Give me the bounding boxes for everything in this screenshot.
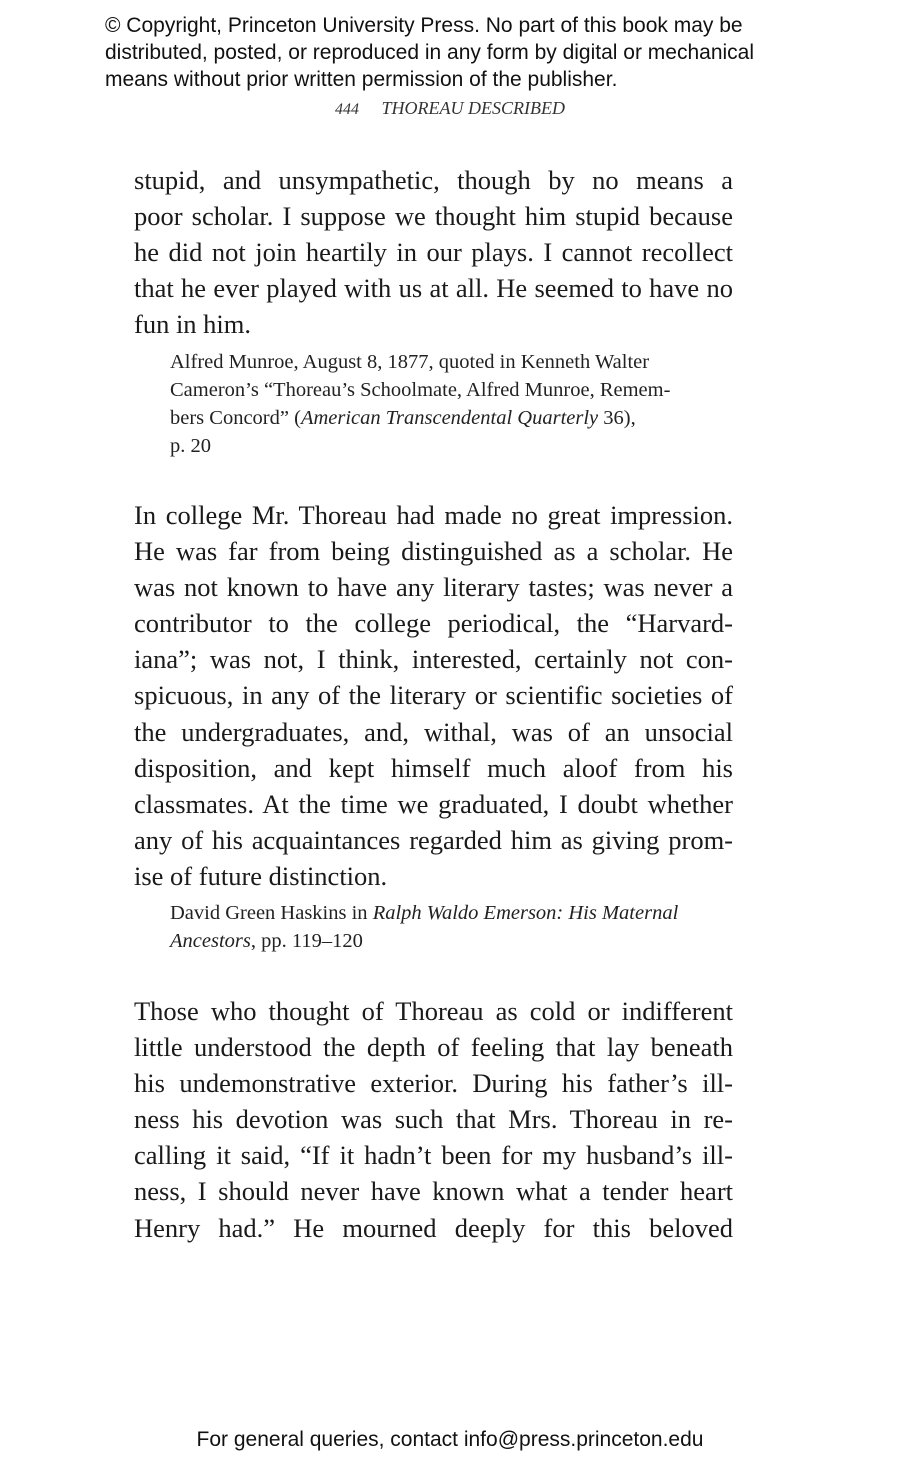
copyright-notice (105, 12, 825, 93)
text-line: Those who thought of Thoreau as cold or indifferent (134, 996, 733, 1026)
text-line: was not known to have any literary tastes; was never a (134, 572, 733, 603)
text-line: poor scholar. I suppose we thought him stupid because (134, 201, 733, 232)
citation-line (170, 899, 730, 927)
citation-title: Ancestors (170, 930, 251, 952)
text-line: He was far from being distinguished as a scholar. He (134, 536, 733, 567)
text-line: stupid, and unsympathetic, though by no means a (134, 165, 733, 195)
text-line: disposition, and kept himself much aloof from his (134, 752, 733, 783)
citation-text: bers Concord” ( (170, 407, 301, 429)
running-head-title: THOREAU DESCRIBED (381, 98, 565, 118)
citation-title: American Transcendental Quarterly (300, 407, 599, 429)
citation-text: David Green Haskins in (170, 902, 373, 924)
citation-line: Alfred Munroe, August 8, 1877, quoted in Kenneth Walter (170, 351, 650, 373)
text-line: that he ever played with us at all. He seemed to have no (134, 273, 733, 304)
text-line: fun in him. (134, 309, 252, 340)
text-line: Henry had.” He mourned deeply for this beloved (134, 1212, 733, 1243)
text-line: any of his acquaintances regarded him as giving prom- (134, 824, 733, 855)
text-line: spicuous, in any of the literary or scientific societies of (134, 680, 733, 711)
passage-3 (134, 993, 733, 1246)
citation-text: 36), (598, 407, 636, 429)
running-head (0, 98, 900, 119)
text-line: ness his devotion was such that Mrs. Thoreau in re- (134, 1104, 733, 1135)
text-line: little understood the depth of feeling that lay beneath (134, 1032, 733, 1063)
text-line: iana”; was not, I think, interested, certainly not con- (134, 644, 733, 675)
copyright-line: distributed, posted, or reproduced in any form by digital or mechanical (105, 41, 755, 64)
citation-2 (170, 899, 730, 955)
text-line: calling it said, “If it hadn’t been for my husband’s ill- (134, 1140, 733, 1171)
text-line: ise of future distinction. (134, 860, 388, 891)
citation-text: , pp. 119–120 (250, 930, 363, 952)
citation-title: Ralph Waldo Emerson: His Maternal (372, 902, 679, 924)
copyright-line: © Copyright, Princeton University Press. No part of this book may be (105, 14, 743, 37)
text-line: the undergraduates, and, withal, was of an unsocial (134, 716, 733, 747)
copyright-line: means without prior written permission of the publisher. (105, 68, 618, 91)
citation-line (170, 404, 730, 432)
text-line: his undemonstrative exterior. During his father’s ill- (134, 1068, 733, 1099)
text-line: he did not join heartily in our plays. I cannot recollect (134, 237, 733, 268)
passage-2 (134, 497, 733, 894)
text-line: classmates. At the time we graduated, I doubt whether (134, 788, 733, 819)
citation-line: p. 20 (170, 435, 211, 457)
passage-1 (134, 162, 733, 342)
citation-line: Cameron’s “Thoreau’s Schoolmate, Alfred Munroe, Remem- (170, 379, 671, 401)
citation-1 (170, 348, 730, 460)
text-line: contributor to the college periodical, the “Harvard- (134, 608, 733, 639)
footer-contact: For general queries, contact info@press.princeton.edu (196, 1428, 704, 1451)
page-number: 444 (335, 101, 359, 118)
citation-line (170, 927, 730, 955)
text-line: In college Mr. Thoreau had made no great impression. (134, 500, 733, 530)
text-line: ness, I should never have known what a tender heart (134, 1176, 733, 1207)
